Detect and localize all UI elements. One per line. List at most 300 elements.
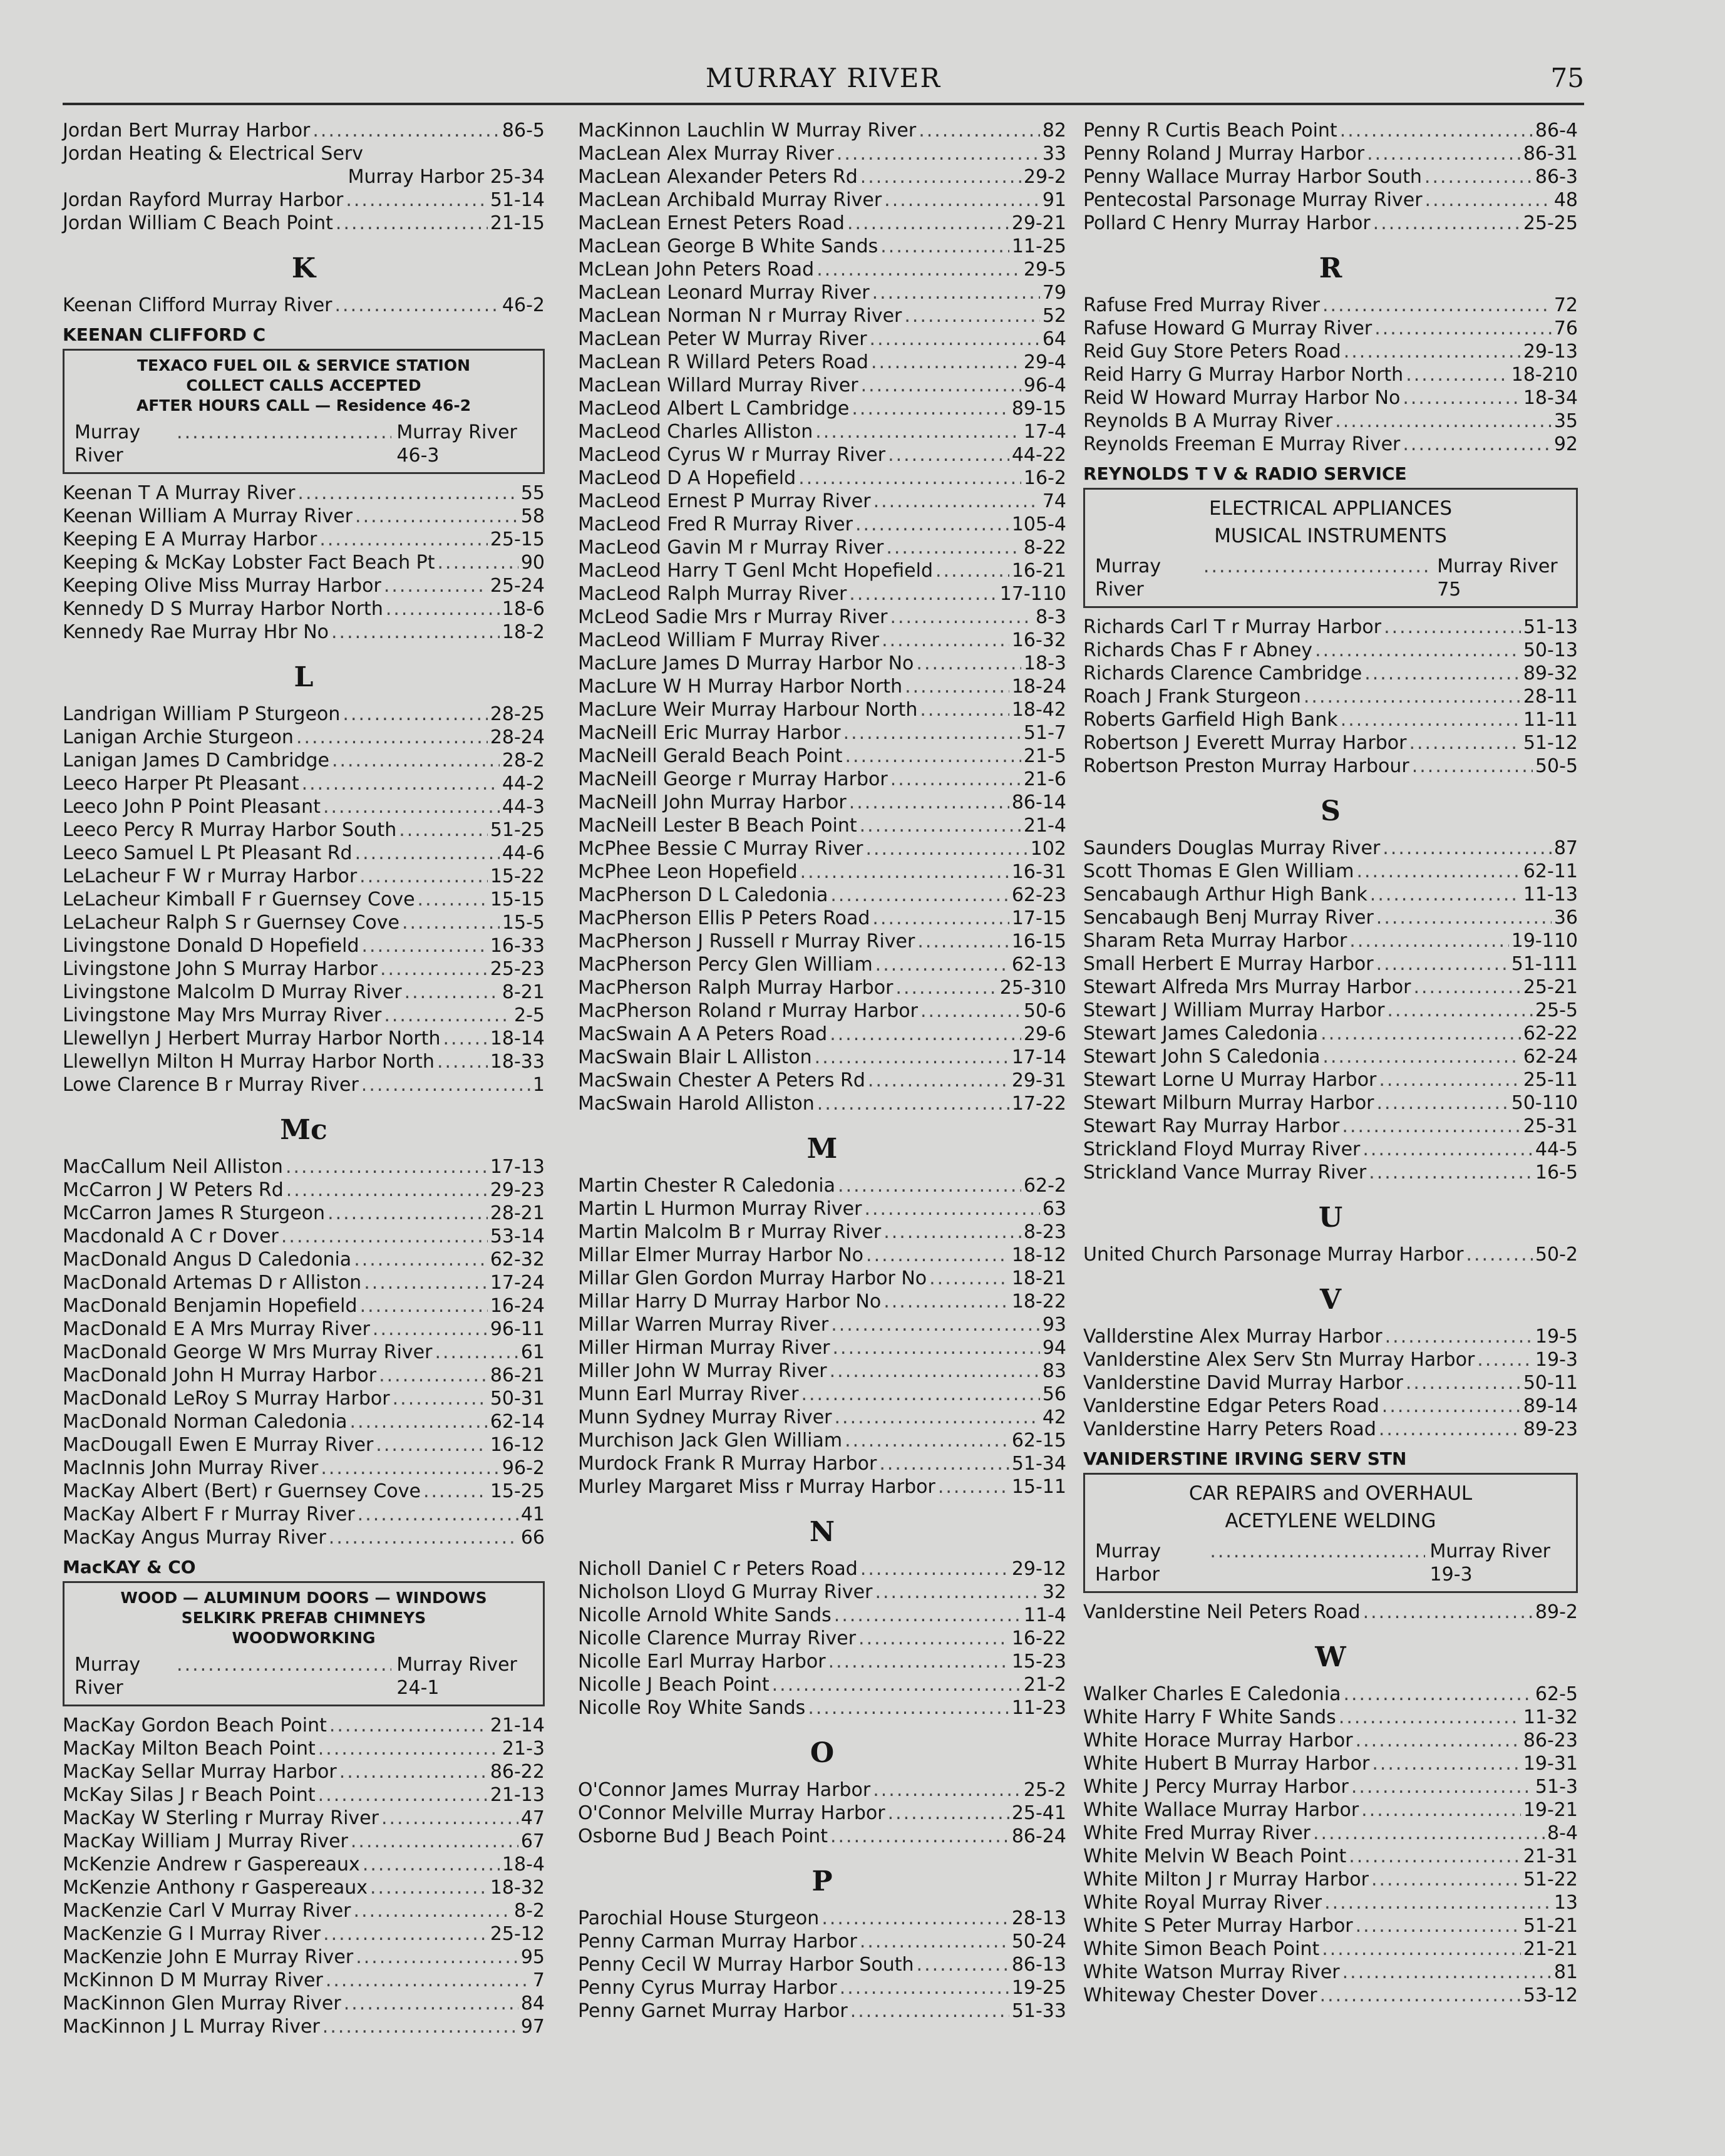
listing-name: Richards Chas F r Abney	[1083, 639, 1313, 661]
listing-name: Keeping & McKay Lobster Fact Beach Pt	[63, 552, 435, 574]
listing-entry	[578, 1907, 1066, 1930]
listing-entry	[1083, 410, 1578, 433]
listing-entry	[578, 1290, 1066, 1313]
phone-number: 83	[1042, 1360, 1066, 1382]
listing-name: MacKenzie G I Murray River	[63, 1923, 321, 1945]
phone-number: 25-24	[490, 575, 545, 597]
listing-entry	[63, 482, 545, 505]
advertisement-line: WOODWORKING	[232, 1629, 376, 1647]
phone-number: 21-2	[1023, 1674, 1066, 1696]
phone-number: 92	[1553, 433, 1578, 455]
phone-number: 86-31	[1523, 143, 1578, 165]
listing-entry	[63, 1503, 545, 1526]
listing-entry	[1083, 1601, 1578, 1624]
listing-entry	[1083, 340, 1578, 363]
dot-leader	[865, 837, 1027, 860]
dot-leader	[920, 999, 1021, 1023]
phone-number: 62-2	[1023, 1175, 1066, 1197]
phone-number: 93	[1042, 1314, 1066, 1336]
phone-number: 18-42	[1011, 699, 1066, 721]
listing-name: Livingstone Donald D Hopefield	[63, 935, 359, 957]
listing-name: Penny Cyrus Murray Harbor	[578, 1977, 837, 1999]
listing-entry	[578, 1313, 1066, 1336]
phone-number: 56	[1042, 1383, 1066, 1405]
listing-entry	[578, 1452, 1066, 1475]
phone-number: 87	[1553, 837, 1578, 859]
phone-number: 18-33	[490, 1051, 545, 1073]
listing-name: White Royal Murray River	[1083, 1892, 1322, 1914]
listing-entry	[578, 652, 1066, 675]
dot-leader	[1413, 976, 1520, 999]
phone-number: 18-22	[1011, 1291, 1066, 1313]
listing-entry	[578, 907, 1066, 930]
dot-leader	[1343, 1683, 1532, 1706]
listing-entry	[578, 1627, 1066, 1650]
dot-leader	[177, 1653, 391, 1700]
listing-entry	[1083, 1161, 1578, 1184]
listing-name: Reid Guy Store Peters Road	[1083, 341, 1341, 363]
phone-number: 102	[1030, 838, 1066, 860]
listing-name: Pentecostal Parsonage Murray River	[1083, 189, 1423, 211]
phone-number: 86-22	[490, 1761, 545, 1783]
listing-name: Martin L Hurmon Murray River	[578, 1198, 862, 1220]
listing-entry	[63, 726, 545, 749]
dot-leader	[905, 675, 1009, 698]
listing-entry	[1083, 1022, 1578, 1045]
listing-name: White Horace Murray Harbor	[1083, 1730, 1353, 1751]
listing-entry	[1083, 1845, 1578, 1868]
listing-entry	[1083, 1138, 1578, 1161]
listing-name: Lowe Clarence B r Murray River	[63, 1074, 359, 1096]
listing-name: O'Connor Melville Murray Harbor	[578, 1802, 885, 1824]
listing-name: Kennedy Rae Murray Hbr No	[63, 621, 329, 643]
dot-leader	[423, 1480, 488, 1503]
listing-entry	[578, 443, 1066, 467]
dot-leader	[1339, 1706, 1521, 1729]
phone-number: 25-310	[999, 977, 1066, 999]
listing-entry	[1083, 616, 1578, 639]
advertisement-line: WOOD — ALUMINUM DOORS — WINDOWS	[120, 1589, 487, 1607]
phone-number: 21-15	[490, 212, 545, 234]
listing-name: VanIderstine Edgar Peters Road	[1083, 1395, 1379, 1417]
listing-name: Millar Elmer Murray Harbor No	[578, 1244, 864, 1266]
dot-leader	[326, 1969, 530, 1992]
listing-name: McPhee Leon Hopefield	[578, 861, 798, 883]
listing-name: Keeping Olive Miss Murray Harbor	[63, 575, 381, 597]
phone-number: 63	[1042, 1198, 1066, 1220]
dot-leader	[1377, 1091, 1509, 1115]
listing-entry	[578, 351, 1066, 374]
phone-number: 11-4	[1023, 1604, 1066, 1626]
listing-name: Miller John W Murray River	[578, 1360, 827, 1382]
dot-leader	[838, 1174, 1021, 1197]
dot-leader	[1356, 1914, 1521, 1937]
phone-number: 17-4	[1023, 421, 1066, 443]
listing-entry	[1083, 708, 1578, 731]
phone-number: 16-32	[1011, 629, 1066, 651]
listing-entry	[578, 837, 1066, 860]
phone-number: 29-21	[1011, 212, 1066, 234]
phone-number: 90	[520, 552, 545, 574]
listing-name: MacKinnon Lauchlin W Murray River	[578, 120, 917, 142]
listing-name: Leeco Harper Pt Pleasant	[63, 773, 299, 795]
dot-leader	[875, 1581, 1039, 1604]
listing-name: Reid W Howard Murray Harbor No	[1083, 387, 1401, 409]
listing-name: Penny Carman Murray Harbor	[578, 1931, 857, 1952]
phone-number: 62-5	[1535, 1683, 1578, 1705]
dot-leader	[871, 351, 1021, 374]
dot-leader	[828, 1650, 1009, 1673]
dot-leader	[1425, 188, 1552, 212]
listing-entry	[578, 1802, 1066, 1825]
dot-leader	[342, 703, 487, 726]
listing-name: Leeco John P Point Pleasant	[63, 796, 321, 818]
listing-name: Keeping E A Murray Harbor	[63, 529, 317, 550]
listing-name: McKay Silas J r Beach Point	[63, 1784, 316, 1806]
listing-entry	[1083, 1961, 1578, 1984]
dot-leader	[1340, 119, 1533, 142]
phone-number: 15-11	[1011, 1476, 1066, 1498]
listing-name: Richards Carl T r Murray Harbor	[1083, 616, 1382, 638]
listing-name: MacLean Alex Murray River	[578, 143, 834, 165]
listing-entry	[578, 467, 1066, 490]
listing-name: MacLure Weir Murray Harbour North	[578, 699, 918, 721]
advertisement-line: AFTER HOURS CALL — Residence 46-2	[136, 396, 471, 415]
listing-name: Llewellyn Milton H Murray Harbor North	[63, 1051, 435, 1073]
listing-entry	[578, 791, 1066, 814]
listing-entry	[1083, 976, 1578, 999]
phone-number: 41	[520, 1504, 545, 1525]
listing-entry	[1083, 188, 1578, 212]
listing-name: McCarron J W Peters Rd	[63, 1179, 284, 1201]
dot-leader	[373, 1318, 488, 1341]
listing-entry	[63, 911, 545, 934]
listing-entry	[63, 1946, 545, 1969]
dot-leader	[1344, 340, 1521, 363]
listing-name: Murchison Jack Glen William	[578, 1430, 843, 1452]
dot-leader	[858, 1627, 1009, 1650]
dot-leader	[1379, 1068, 1520, 1091]
listing-entry	[63, 1027, 545, 1050]
listing-entry	[1083, 1091, 1578, 1115]
listing-entry	[1083, 731, 1578, 755]
listing-entry	[578, 1244, 1066, 1267]
dot-leader	[351, 1830, 518, 1853]
dot-leader	[346, 188, 487, 212]
listing-entry	[1083, 1325, 1578, 1348]
advertisement-phone: Murray River 19-3	[1429, 1540, 1550, 1586]
listing-name: Reynolds B A Murray River	[1083, 410, 1333, 432]
listing-entry	[1083, 952, 1578, 976]
phone-number: 28-25	[490, 703, 545, 725]
dot-leader	[376, 1433, 488, 1457]
dot-leader	[938, 1475, 1009, 1498]
listing-name: MacLean Archibald Murray River	[578, 189, 882, 211]
dot-leader	[286, 1155, 488, 1179]
phone-number: 64	[1042, 328, 1066, 350]
phone-number: 28-24	[490, 726, 545, 748]
listing-name: Llewellyn J Herbert Murray Harbor North	[63, 1028, 441, 1050]
phone-number: 55	[520, 482, 545, 504]
advertisement-phone: Murray River 46-3	[396, 421, 517, 467]
phone-number: 8-3	[1036, 606, 1066, 628]
listing-name: Nicolle Roy White Sands	[578, 1697, 806, 1719]
phone-number: 16-21	[1011, 560, 1066, 582]
phone-number: 50-24	[1011, 1931, 1066, 1952]
phone-number: 89-32	[1523, 663, 1578, 684]
dot-leader	[917, 1953, 1009, 1976]
advertisement-line: TEXACO FUEL OIL & SERVICE STATION	[136, 356, 470, 374]
phone-number: 76	[1553, 317, 1578, 339]
listing-entry	[578, 721, 1066, 745]
phone-number: 16-12	[490, 1434, 545, 1456]
dot-leader	[808, 1696, 1009, 1720]
listing-entry	[578, 1429, 1066, 1452]
listing-name: Keenan Clifford Murray River	[63, 294, 332, 316]
listing-name: Munn Earl Murray River	[578, 1383, 799, 1405]
listing-name: McCarron James R Sturgeon	[63, 1202, 326, 1224]
listing-entry	[578, 1383, 1066, 1406]
listing-name: VanIderstine Harry Peters Road	[1083, 1418, 1376, 1440]
dot-leader	[360, 1294, 488, 1318]
listing-name: Saunders Douglas Murray River	[1083, 837, 1381, 859]
listing-entry	[1083, 999, 1578, 1022]
dot-leader	[286, 1179, 488, 1202]
advertisement-title: REYNOLDS T V & RADIO SERVICE	[1083, 463, 1407, 484]
listing-name: MacDonald John H Murray Harbor	[63, 1364, 377, 1386]
listing-name: Stewart John S Caledonia	[1083, 1046, 1321, 1068]
phone-number: 17-15	[1011, 907, 1066, 929]
listing-entry	[1083, 685, 1578, 708]
advertisement-line: ELECTRICAL APPLIANCES	[1209, 497, 1452, 520]
phone-number: 95	[520, 1946, 545, 1968]
listing-name: Miller Hirman Murray River	[578, 1337, 830, 1359]
dot-leader	[864, 1197, 1039, 1220]
listing-name: Keenan William A Murray River	[63, 505, 353, 527]
listing-entry	[578, 1220, 1066, 1244]
listing-name: McLean John Peters Road	[578, 259, 815, 281]
dot-leader	[1210, 1540, 1424, 1586]
phone-number: 18-6	[502, 598, 545, 620]
listing-name: MacKay Gordon Beach Point	[63, 1715, 327, 1736]
phone-number: 19-21	[1523, 1799, 1578, 1821]
dot-leader	[1322, 1045, 1520, 1068]
listing-name: McKenzie Anthony r Gaspereaux	[63, 1877, 368, 1899]
listing-entry	[63, 1073, 545, 1096]
listing-name: MacLeod Charles Alliston	[578, 421, 813, 443]
phone-number: 50-13	[1523, 639, 1578, 661]
listing-name: MacPherson D L Caledonia	[578, 884, 828, 906]
dot-leader	[919, 119, 1040, 142]
dot-leader	[1406, 363, 1509, 386]
listing-entry	[578, 1267, 1066, 1290]
dot-leader	[379, 1364, 488, 1387]
phone-number: 51-12	[1523, 732, 1578, 754]
section-letter: S	[1321, 795, 1341, 827]
phone-number: 36	[1553, 907, 1578, 929]
dot-leader	[1406, 1371, 1521, 1395]
listing-entry	[578, 142, 1066, 165]
listing-name: Rafuse Howard G Murray River	[1083, 317, 1372, 339]
advertisement-location: Murray River	[1095, 555, 1161, 601]
column-1	[63, 119, 545, 2038]
phone-number: 21-4	[1023, 815, 1066, 837]
phone-number: 15-15	[490, 889, 545, 910]
listing-entry	[63, 1341, 545, 1364]
listing-entry	[63, 772, 545, 795]
advertisement-line: CAR REPAIRS and OVERHAUL	[1188, 1482, 1473, 1505]
listing-entry	[578, 374, 1066, 397]
dot-leader	[1371, 1868, 1521, 1891]
dot-leader	[920, 698, 1009, 721]
phone-number: 18-12	[1011, 1244, 1066, 1266]
column-3	[1083, 119, 1578, 2007]
running-head	[63, 63, 1584, 105]
dot-leader	[318, 1783, 488, 1807]
listing-entry	[578, 1778, 1066, 1802]
phone-number: 81	[1553, 1961, 1578, 1983]
listing-entry	[578, 1069, 1066, 1092]
section-letter: P	[811, 1865, 833, 1897]
listing-entry	[63, 1922, 545, 1946]
listing-name: Stewart Lorne U Murray Harbor	[1083, 1069, 1377, 1091]
phone-number: 51-3	[1535, 1776, 1578, 1798]
listing-entry	[578, 490, 1066, 513]
dot-leader	[336, 212, 488, 235]
dot-leader	[1409, 731, 1520, 755]
dot-leader	[883, 1290, 1009, 1313]
listing-entry	[578, 1336, 1066, 1359]
listing-entry	[578, 1930, 1066, 1953]
phone-number: 8-22	[1023, 537, 1066, 559]
page-number: 75	[1550, 63, 1584, 93]
listing-name: Rafuse Fred Murray River	[1083, 294, 1320, 316]
phone-number: 18-24	[1011, 676, 1066, 698]
advertisement-lines	[1095, 495, 1566, 550]
listing-entry	[63, 1433, 545, 1457]
listing-entry	[63, 1457, 545, 1480]
phone-number: 86-3	[1535, 166, 1578, 188]
listing-name: MacKenzie Carl V Murray River	[63, 1900, 351, 1922]
listing-entry	[578, 745, 1066, 768]
advertisement-title: KEENAN CLIFFORD C	[63, 324, 266, 345]
dot-leader	[1379, 1418, 1521, 1441]
listing-entry	[578, 212, 1066, 235]
phone-number: 89-2	[1535, 1601, 1578, 1623]
listing-entry	[63, 294, 545, 317]
listing-entry	[63, 1760, 545, 1783]
dot-leader	[1324, 1891, 1552, 1914]
listing-entry	[578, 1174, 1066, 1197]
dot-leader	[929, 1267, 1009, 1290]
listing-name: MacKay Milton Beach Point	[63, 1738, 316, 1760]
dot-leader	[886, 536, 1021, 559]
listing-name: Nicolle Clarence Murray River	[578, 1627, 857, 1649]
listing-entry	[578, 304, 1066, 328]
dot-leader	[866, 1244, 1009, 1267]
dot-leader	[882, 629, 1009, 652]
listing-name: Nicholson Lloyd G Murray River	[578, 1581, 873, 1603]
listing-entry	[63, 212, 545, 235]
listing-name: MacKay Albert F r Murray River	[63, 1504, 355, 1525]
phone-number: 28-21	[490, 1202, 545, 1224]
dot-leader	[399, 818, 488, 842]
dot-leader	[344, 1992, 518, 2015]
phone-number: 17-14	[1011, 1046, 1066, 1068]
listing-entry	[578, 397, 1066, 420]
listing-entry	[1083, 662, 1578, 685]
dot-leader	[801, 1383, 1039, 1406]
dot-leader	[1304, 685, 1521, 708]
listing-entry	[578, 814, 1066, 837]
dot-leader	[1367, 142, 1521, 165]
listing-name: White Fred Murray River	[1083, 1822, 1310, 1844]
listing-name: MacLeod Albert L Cambridge	[578, 398, 850, 420]
phone-number: 50-5	[1535, 755, 1578, 777]
phone-number: 96-2	[502, 1457, 545, 1479]
listing-name: White S Peter Murray Harbor	[1083, 1915, 1353, 1937]
dot-leader	[318, 1737, 500, 1760]
listing-entry	[63, 1318, 545, 1341]
dot-leader	[860, 1557, 1009, 1581]
listing-name: MacPherson Roland r Murray Harbor	[578, 1000, 918, 1022]
listing-entry	[1083, 1914, 1578, 1937]
dot-leader	[1341, 708, 1521, 731]
listing-name: Sencabaugh Arthur High Bank	[1083, 884, 1367, 905]
listing-name: Robertson Preston Murray Harbour	[1083, 755, 1409, 777]
listing-name: MacSwain A A Peters Road	[578, 1023, 828, 1045]
phone-number: 21-5	[1023, 745, 1066, 767]
dot-leader	[1373, 212, 1521, 235]
listing-continuation: Murray Harbor 25-34	[348, 166, 545, 188]
phone-number: 62-22	[1523, 1023, 1578, 1044]
dot-leader	[332, 749, 500, 772]
listing-name: Penny Wallace Murray Harbor South	[1083, 166, 1422, 188]
dot-leader	[384, 1004, 512, 1027]
listing-name: MacKay Albert (Bert) r Guernsey Cove	[63, 1480, 421, 1502]
section-letter: L	[294, 661, 314, 693]
listing-entry	[1083, 1115, 1578, 1138]
dot-leader	[1374, 317, 1552, 340]
listing-entry	[1083, 1798, 1578, 1822]
dot-leader	[302, 772, 500, 795]
listing-entry	[63, 188, 545, 212]
dot-leader	[322, 2015, 518, 2038]
listing-entry	[578, 1581, 1066, 1604]
listing-entry	[1083, 1395, 1578, 1418]
listing-entry	[578, 188, 1066, 212]
listing-entry	[578, 559, 1066, 582]
listing-name: Macdonald A C r Dover	[63, 1225, 279, 1247]
phone-number: 18-21	[1011, 1267, 1066, 1289]
listing-name: White Harry F White Sands	[1083, 1706, 1336, 1728]
phone-number: 86-23	[1523, 1730, 1578, 1751]
dot-leader	[1424, 165, 1533, 188]
advertisement-phone: Murray River 75	[1437, 555, 1558, 601]
column-2	[578, 119, 1066, 2023]
advertisement-line: SELKIRK PREFAB CHIMNEYS	[181, 1609, 426, 1627]
advertisement-box	[1083, 488, 1578, 608]
phone-number: 89-14	[1523, 1395, 1578, 1417]
dot-leader	[321, 1457, 500, 1480]
listing-name: Jordan Heating & Electrical Serv	[63, 143, 364, 165]
phone-number: 50-2	[1535, 1244, 1578, 1266]
listing-name: MacLeod Fred R Murray River	[578, 513, 853, 535]
listing-name: Nicolle Arnold White Sands	[578, 1604, 832, 1626]
dot-leader	[1203, 555, 1432, 601]
dot-leader	[1356, 860, 1520, 883]
listing-entry	[578, 629, 1066, 652]
